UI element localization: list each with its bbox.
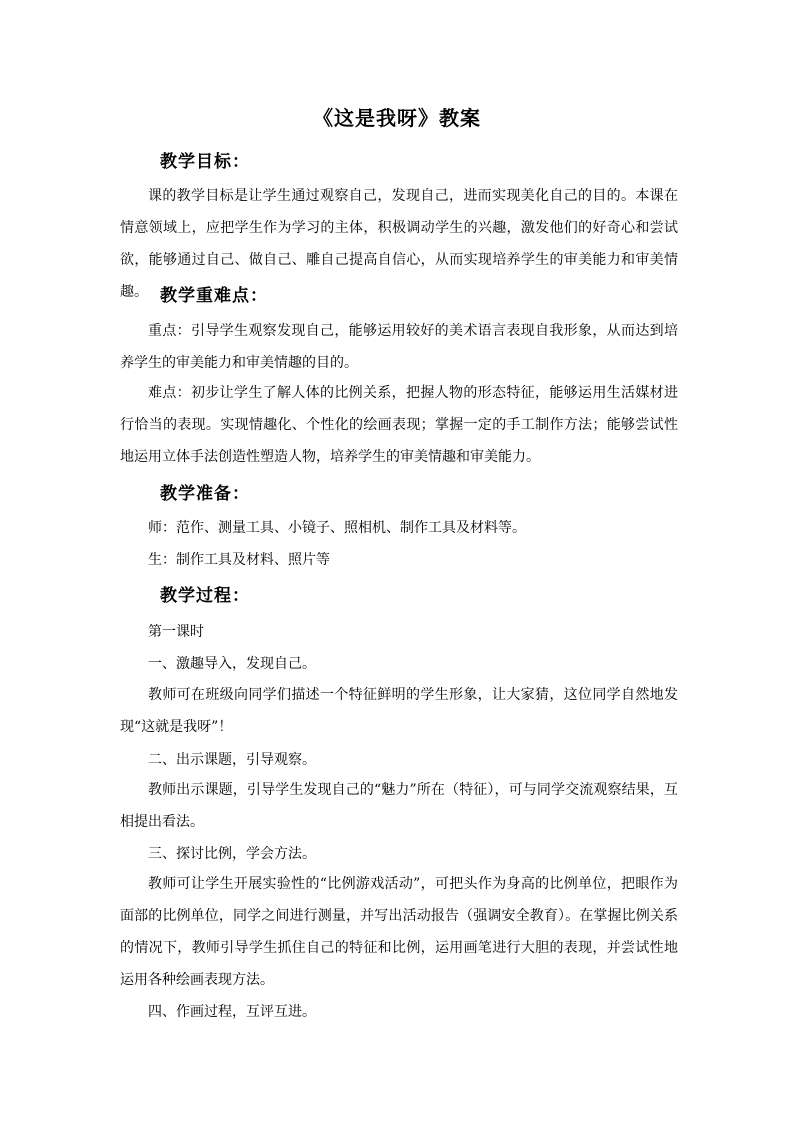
page-title: 《这是我呀》教案 bbox=[313, 106, 481, 130]
step3-paragraph: 教师可让学生开展实验性的“比例游戏活动”，可把头作为身高的比例单位，把眼作为面部的比例单位，同学之间进行测量，并写出活动报告（强调安全教育）。在掌握比例关系的情况下，教师引导学生抓住自己的特征和比例，运用画笔进行大胆的表现，并尝试性地运用各种绘画表现方法。 bbox=[120, 876, 678, 988]
step1-title: 一、激趣导入，发现自己。 bbox=[148, 656, 316, 672]
key-point-paragraph: 重点：引导学生观察发现自己，能够运用较好的美术语言表现自我形象，从而达到培养学生的审美能力和审美情趣的目的。 bbox=[120, 323, 678, 371]
student-preparation: 生：制作工具及材料、照片等 bbox=[148, 552, 330, 568]
step2-paragraph: 教师出示课题，引导学生发现自己的“魅力”所在（特征），可与同学交流观察结果，互相提出看法。 bbox=[120, 782, 678, 830]
lesson-label: 第一课时 bbox=[148, 624, 204, 640]
step4-title: 四、作画过程，互评互进。 bbox=[148, 1004, 316, 1020]
difficult-point-paragraph: 难点：初步让学生了解人体的比例关系，把握人物的形态特征，能够运用生活媒材进行恰当的表现。实现情趣化、个性化的绘画表现；掌握一定的手工制作方法；能够尝试性地运用立体手法创造性塑造人物，培养学生的审美情趣和审美能力。 bbox=[120, 385, 678, 465]
process-heading: 教学过程： bbox=[160, 586, 250, 606]
step1-paragraph: 教师可在班级向同学们描述一个特征鲜明的学生形象，让大家猜，这位同学自然地发现“这就是我呀”！ bbox=[120, 687, 678, 735]
step2-title: 二、出示课题，引导观察。 bbox=[148, 752, 316, 768]
step3-title: 三、探讨比例，学会方法。 bbox=[148, 846, 316, 862]
goals-paragraph: 课的教学目标是让学生通过观察自己，发现自己，进而实现美化自己的目的。本课在情意领域上，应把学生作为学习的主体，积极调动学生的兴趣，激发他们的好奇心和尝试欲，能够通过自己、做自己、雕自己提高自信心，从而实现培养学生的审美能力和审美情趣。 bbox=[120, 188, 678, 300]
goals-heading: 教学目标： bbox=[160, 152, 250, 172]
key-points-heading: 教学重难点： bbox=[160, 286, 268, 306]
teacher-preparation: 师：范作、测量工具、小镜子、照相机、制作工具及材料等。 bbox=[148, 520, 526, 536]
preparation-heading: 教学准备： bbox=[160, 484, 250, 504]
